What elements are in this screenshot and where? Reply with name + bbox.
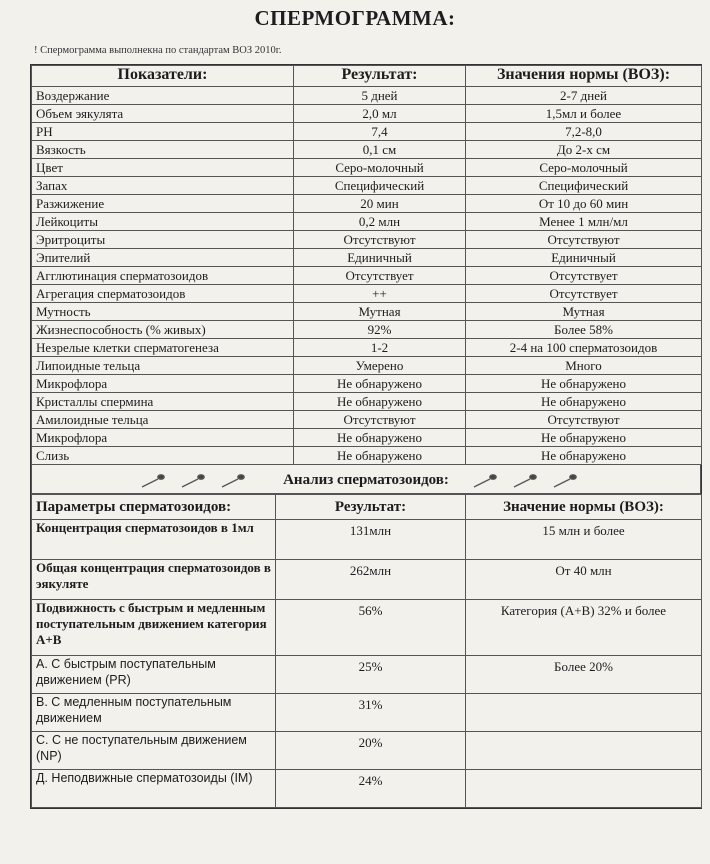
indicator-norm: Отсутствует	[466, 267, 702, 285]
indicator-name: Незрелые клетки сперматогенеза	[32, 339, 294, 357]
indicator-name: Цвет	[32, 159, 294, 177]
indicator-name: Вязкость	[32, 141, 294, 159]
sperm-param-row	[32, 732, 702, 770]
indicator-result: 2,0 мл	[294, 105, 466, 123]
indicator-row	[32, 267, 702, 285]
indicator-row	[32, 375, 702, 393]
sperm-param-norm	[466, 770, 702, 808]
sperm-param-result: 25%	[276, 656, 466, 694]
sperm-param-result: 262млн	[276, 560, 466, 600]
sperm-param-row	[32, 770, 702, 808]
indicator-row	[32, 105, 702, 123]
header-norm-2: Значение нормы (ВОЗ):	[466, 495, 702, 520]
header-result-2: Результат:	[276, 495, 466, 520]
indicator-result: Не обнаружено	[294, 375, 466, 393]
sperm-param-norm: 15 млн и более	[466, 520, 702, 560]
indicator-name: Объем эякулята	[32, 105, 294, 123]
sperm-param-result: 20%	[276, 732, 466, 770]
sperm-param-name: А. С быстрым поступательным движением (PR)	[32, 656, 276, 694]
indicator-norm: Отсутствуют	[466, 231, 702, 249]
indicator-name: Лейкоциты	[32, 213, 294, 231]
indicator-result: Отсутствуют	[294, 411, 466, 429]
sperm-param-name: Общая концентрация сперматозоидов в эякуляте	[32, 560, 276, 600]
indicator-result: 20 мин	[294, 195, 466, 213]
sperm-param-name: С. С не поступательным движением (NP)	[32, 732, 276, 770]
indicators-header-row	[32, 66, 702, 87]
indicator-row	[32, 123, 702, 141]
sperm-param-result: 24%	[276, 770, 466, 808]
indicator-row	[32, 285, 702, 303]
indicator-norm: 7,2-8,0	[466, 123, 702, 141]
indicator-result: Отсутствует	[294, 267, 466, 285]
indicator-name: Агглютинация сперматозоидов	[32, 267, 294, 285]
indicator-norm: Менее 1 млн/мл	[466, 213, 702, 231]
indicator-name: Эпителий	[32, 249, 294, 267]
indicator-name: Мутность	[32, 303, 294, 321]
indicator-norm: Много	[466, 357, 702, 375]
indicator-norm: 1,5мл и более	[466, 105, 702, 123]
indicator-result: Единичный	[294, 249, 466, 267]
indicator-result: Умерено	[294, 357, 466, 375]
indicator-norm: 2-4 на 100 сперматозоидов	[466, 339, 702, 357]
indicator-norm: Не обнаружено	[466, 393, 702, 411]
indicator-name: Воздержание	[32, 87, 294, 105]
indicator-row	[32, 159, 702, 177]
sperm-param-norm: Более 20%	[466, 656, 702, 694]
indicator-name: Амилоидные тельца	[32, 411, 294, 429]
indicator-norm: Не обнаружено	[466, 429, 702, 447]
indicator-norm: До 2-х см	[466, 141, 702, 159]
indicator-name: Эритроциты	[32, 231, 294, 249]
indicator-row	[32, 411, 702, 429]
report-sheet	[30, 64, 702, 809]
indicator-row	[32, 177, 702, 195]
indicator-result: 92%	[294, 321, 466, 339]
indicator-row	[32, 213, 702, 231]
sperm-header-row	[32, 495, 702, 520]
indicator-name: Микрофлора	[32, 375, 294, 393]
indicator-name: Кристаллы спермина	[32, 393, 294, 411]
indicator-row	[32, 357, 702, 375]
indicator-name: PH	[32, 123, 294, 141]
header-indicator: Показатели:	[32, 66, 294, 87]
indicator-result: 0,1 см	[294, 141, 466, 159]
sperm-param-row	[32, 656, 702, 694]
indicator-name: Запах	[32, 177, 294, 195]
sperm-analysis-table	[31, 494, 702, 808]
indicator-row	[32, 339, 702, 357]
indicator-result: Отсутствуют	[294, 231, 466, 249]
indicator-norm: Мутная	[466, 303, 702, 321]
sperm-param-result: 131млн	[276, 520, 466, 560]
indicator-norm: Серо-молочный	[466, 159, 702, 177]
indicator-result: 0,2 млн	[294, 213, 466, 231]
indicator-row	[32, 141, 702, 159]
indicator-result: Специфический	[294, 177, 466, 195]
indicator-name: Микрофлора	[32, 429, 294, 447]
indicator-name: Жизнеспособность (% живых)	[32, 321, 294, 339]
indicator-norm: Отсутствует	[466, 285, 702, 303]
indicator-result: Не обнаружено	[294, 447, 466, 465]
sperm-param-name: Подвижность с быстрым и медленным поступательным движением категория А+В	[32, 600, 276, 656]
indicator-row	[32, 447, 702, 465]
indicator-row	[32, 321, 702, 339]
indicator-result: Не обнаружено	[294, 393, 466, 411]
indicator-row	[32, 393, 702, 411]
sperm-param-result: 31%	[276, 694, 466, 732]
indicator-norm: От 10 до 60 мин	[466, 195, 702, 213]
indicator-norm: Единичный	[466, 249, 702, 267]
indicator-result: Серо-молочный	[294, 159, 466, 177]
sperm-analysis-title: Анализ сперматозоидов:	[283, 472, 449, 488]
page-title: СПЕРМОГРАММА:	[254, 6, 456, 30]
indicator-norm: Специфический	[466, 177, 702, 195]
indicator-result: Не обнаружено	[294, 429, 466, 447]
sperm-param-name: Д. Неподвижные сперматозоиды (IM)	[32, 770, 276, 808]
indicator-row	[32, 303, 702, 321]
header-result: Результат:	[294, 66, 466, 87]
indicator-name: Разжижение	[32, 195, 294, 213]
indicator-result: ++	[294, 285, 466, 303]
sperm-icons-right	[472, 469, 612, 491]
sperm-param-row	[32, 694, 702, 732]
standard-note: ! Спермограмма выполнекна по стандартам ВОЗ 2010г.	[34, 45, 282, 56]
sperm-param-norm	[466, 732, 702, 770]
indicator-row	[32, 87, 702, 105]
header-norm: Значения нормы (ВОЗ):	[466, 66, 702, 87]
indicator-norm: Не обнаружено	[466, 375, 702, 393]
indicator-result: 5 дней	[294, 87, 466, 105]
indicators-table	[31, 65, 702, 465]
indicator-row	[32, 195, 702, 213]
sperm-param-norm: Категория (А+В) 32% и более	[466, 600, 702, 656]
indicator-result: Мутная	[294, 303, 466, 321]
sperm-param-name: Концентрация сперматозоидов в 1мл	[32, 520, 276, 560]
indicator-row	[32, 429, 702, 447]
sperm-param-row	[32, 520, 702, 560]
indicator-name: Слизь	[32, 447, 294, 465]
header-parameters: Параметры сперматозоидов:	[32, 495, 276, 520]
indicator-norm: 2-7 дней	[466, 87, 702, 105]
sperm-param-norm	[466, 694, 702, 732]
indicator-row	[32, 231, 702, 249]
sperm-param-name: В. С медленным поступательным движением	[32, 694, 276, 732]
indicator-result: 1-2	[294, 339, 466, 357]
indicator-row	[32, 249, 702, 267]
indicator-name: Липоидные тельца	[32, 357, 294, 375]
indicator-result: 7,4	[294, 123, 466, 141]
sperm-param-row	[32, 600, 702, 656]
sperm-analysis-section-header	[31, 465, 701, 494]
indicator-name: Агрегация сперматозоидов	[32, 285, 294, 303]
indicator-norm: Не обнаружено	[466, 447, 702, 465]
sperm-param-row	[32, 560, 702, 600]
sperm-param-result: 56%	[276, 600, 466, 656]
indicator-norm: Отсутствуют	[466, 411, 702, 429]
indicator-norm: Более 58%	[466, 321, 702, 339]
sperm-param-norm: От 40 млн	[466, 560, 702, 600]
